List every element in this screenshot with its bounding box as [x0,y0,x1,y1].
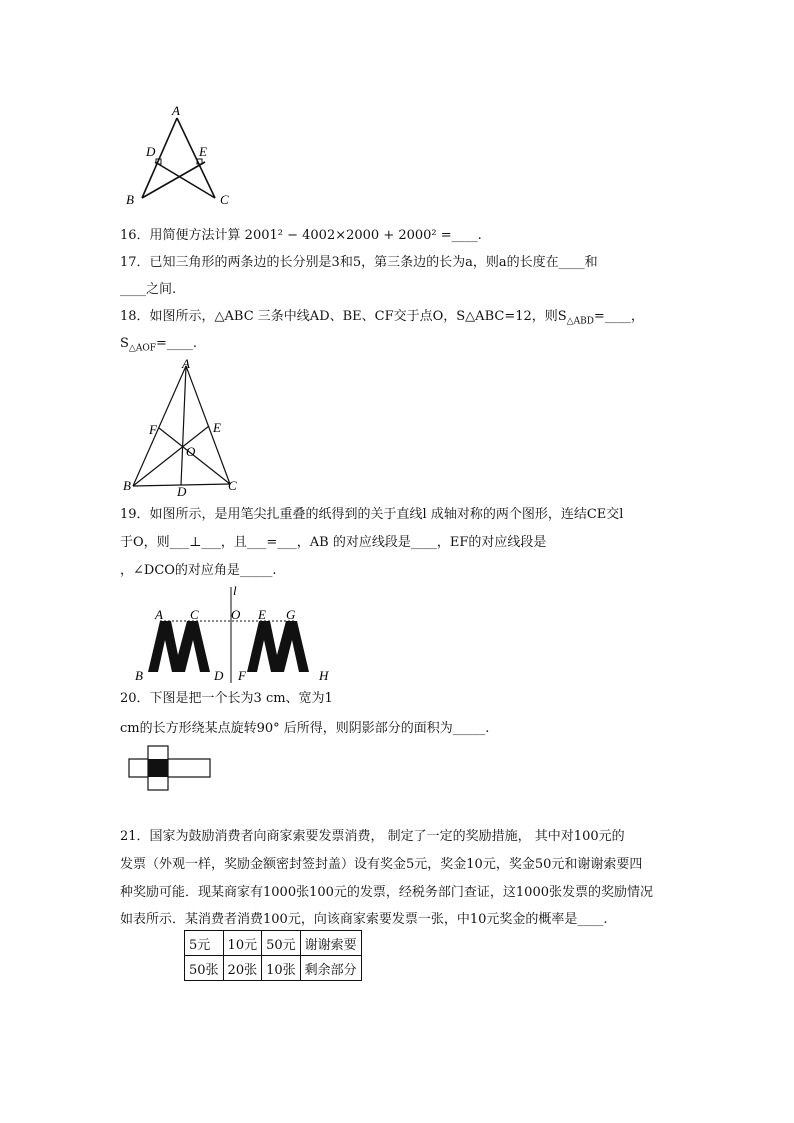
question-20-line1: 20．下图是把一个长为3 cm、宽为1 [120,691,333,706]
label-c: C [220,192,229,207]
table-cell: 剩余部分 [300,956,361,981]
label-c: C [228,478,237,493]
label-a: A [172,103,180,118]
label-a: A [182,358,190,371]
label-e: E [258,607,266,622]
question-19-line3: ，∠DCO的对应角是_____. [120,563,277,578]
label-b: B [126,192,134,207]
question-18-line2 [120,335,197,358]
q18-tail2: =____. [155,336,197,351]
triangle-figure-q15 [115,100,245,215]
label-d: D [214,668,224,683]
q18-text: 18．如图所示，△ABC 三条中线AD、BE、CF交于点O，S△ABC=12，则S [120,309,567,324]
label-c: C [190,607,199,622]
rotated-rectangles-figure-q20 [126,744,216,794]
table-cell: 20张 [223,956,262,981]
label-f: F [238,668,246,683]
q18-sub-aof: △AOF [128,343,156,354]
label-d: D [177,484,187,498]
q18-sub-abd: △ABD [566,316,594,327]
question-19-line2: 于O，则___⊥___，且___=___，AB 的对应线段是____，EF的对应线段是 [120,535,547,550]
label-e: E [213,420,221,435]
question-21-line2: 发票（外观一样，奖励金额密封签封盖）设有奖金5元，奖金10元，奖金50元和谢谢索要四 [120,857,643,872]
table-cell: 谢谢索要 [300,931,361,956]
table-cell: 5元 [185,931,224,956]
question-16: 16．用简便方法计算 2001² − 4002×2000 + 2000² =____. [120,228,482,243]
question-18-line1 [120,308,644,331]
label-l: l [233,585,237,598]
triangle-medians-figure-q18 [118,358,248,498]
table-cell: 50张 [185,956,224,981]
question-17-line1: 17．已知三角形的两条边的长分别是3和5，第三条边的长为a，则a的长度在____和 [120,255,598,270]
label-o: O [231,607,241,622]
label-a: A [155,607,163,622]
question-21-line1: 21．国家为鼓励消费者向商家索要发票消费， 制定了一定的奖励措施， 其中对100元的 [120,829,625,844]
table-cell: 10元 [223,931,262,956]
question-17-line2: ____之间. [120,282,177,297]
label-f: F [149,422,157,437]
label-g: G [286,607,296,622]
label-h: H [319,668,329,683]
table-row [185,956,362,981]
table-cell: 50元 [262,931,301,956]
table-row [185,931,362,956]
label-b: B [123,478,131,493]
label-d: D [146,144,156,159]
question-21-line4: 如表所示．某消费者消费100元，向该商家索要发票一张，中10元奖金的概率是____. [120,912,608,927]
symmetric-m-figure-q19 [130,585,340,685]
label-o: O [186,444,196,459]
reward-table [184,930,362,981]
q18-tail: =____， [593,309,644,324]
question-21-line3: 种奖励可能．现某商家有1000张100元的发票，经税务部门查证，这1000张发票的奖励情况 [120,885,653,900]
label-b: B [135,668,143,683]
question-19-line1: 19．如图所示，是用笔尖扎重叠的纸得到的关于直线l 成轴对称的两个图形，连结CE交l [120,507,624,522]
question-20-line2: cm的长方形绕某点旋转90° 后所得，则阴影部分的面积为_____. [120,721,490,736]
q18-s: S [120,336,129,351]
table-cell: 10张 [262,956,301,981]
label-e: E [199,144,207,159]
